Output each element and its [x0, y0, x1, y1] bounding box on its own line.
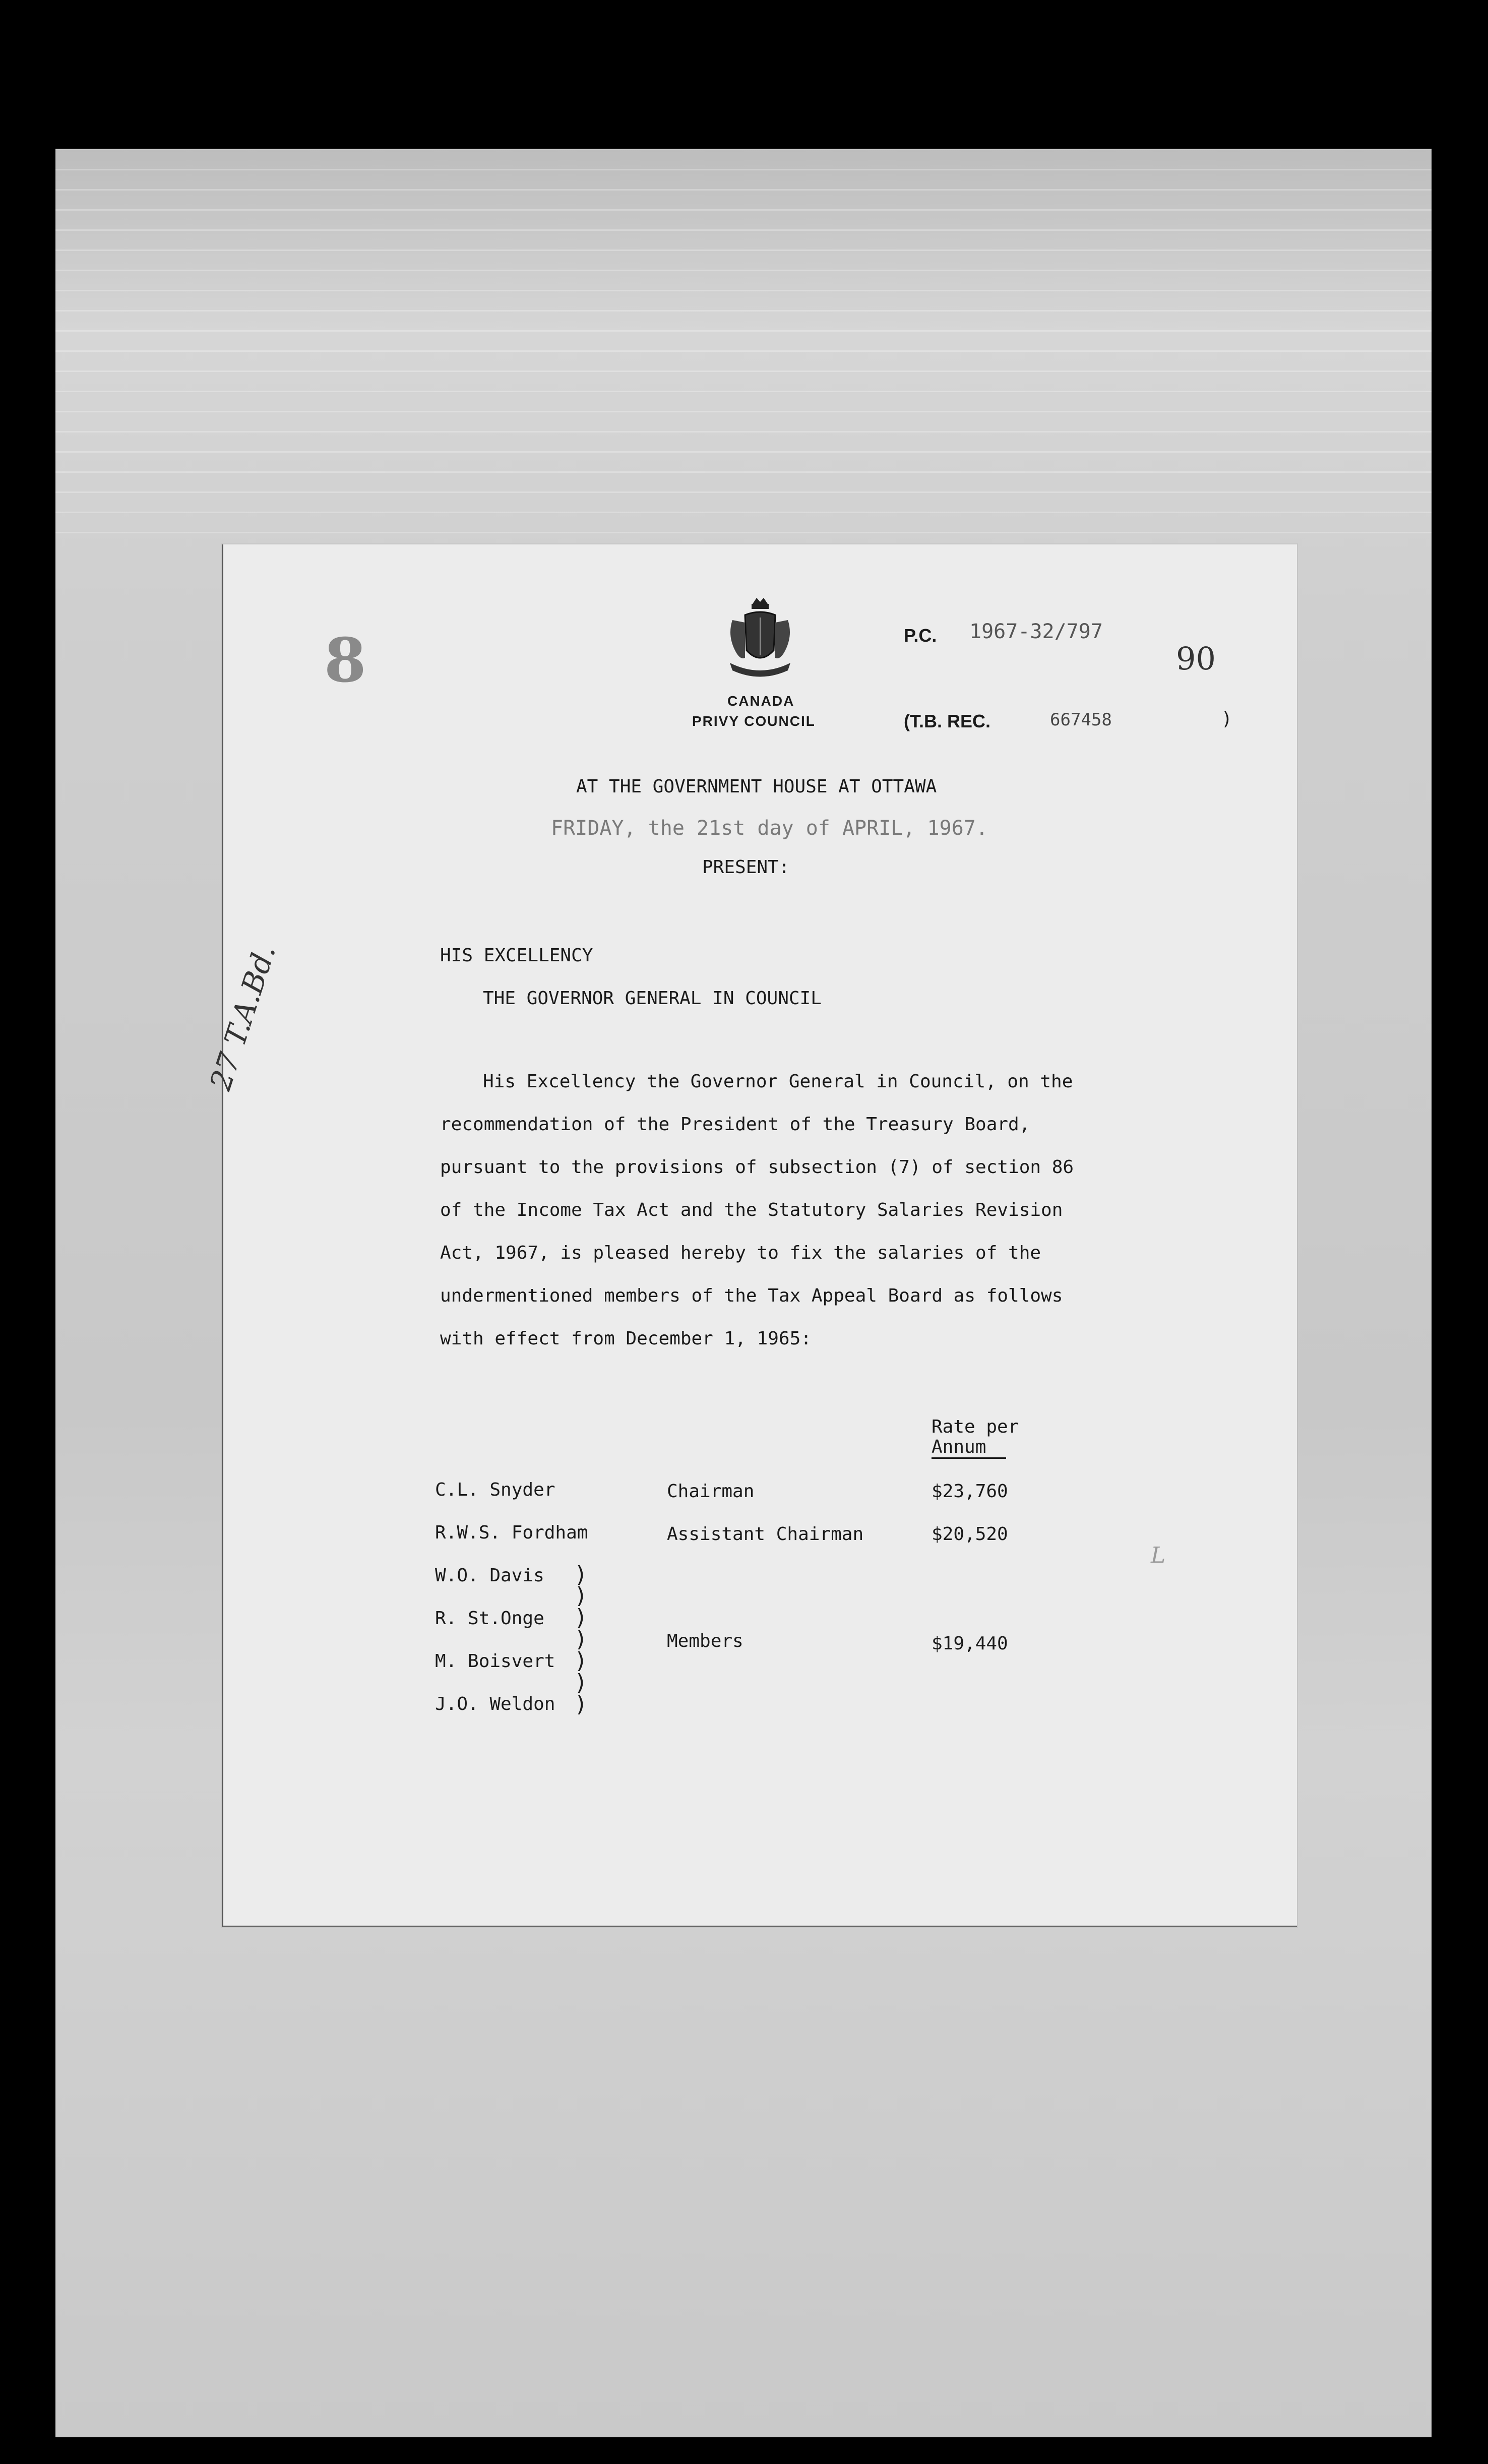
table-row-name: C.L. Snyder [435, 1480, 555, 1500]
coat-of-arms-icon [722, 595, 798, 683]
salutation-line-1: HIS EXCELLENCY [440, 945, 593, 966]
backing-texture [55, 149, 1432, 552]
rate-header-2: Annum [932, 1437, 1006, 1459]
members-position: Members [667, 1631, 743, 1651]
bracket-mark: ) [576, 1562, 585, 1587]
table-row-position: Chairman [667, 1481, 755, 1502]
member-name: R. St.Onge [435, 1608, 544, 1629]
table-row-position: Assistant Chairman [667, 1524, 864, 1545]
archival-stamp-number: 8 [324, 625, 366, 696]
tb-rec-close: ) [1221, 709, 1232, 729]
table-row-rate: $20,520 [932, 1524, 1008, 1545]
order-in-council-page [203, 544, 1297, 1927]
table-row-name: R.W.S. Fordham [435, 1522, 588, 1543]
tb-rec-number: 667458 [1050, 710, 1112, 730]
table-row-rate: $23,760 [932, 1481, 1008, 1502]
members-rate: $19,440 [932, 1633, 1008, 1654]
pc-number: 1967-32/797 [969, 620, 1103, 643]
body-line: pursuant to the provisions of subsection (7) of section 86 [440, 1157, 1074, 1178]
page-number: 90 [1176, 640, 1216, 677]
bracket-mark: ) [576, 1670, 585, 1695]
date-line: FRIDAY, the 21st day of APRIL, 1967. [551, 817, 988, 840]
bracket-mark: ) [576, 1648, 585, 1674]
member-name: W.O. Davis [435, 1565, 544, 1586]
salutation-line-2: THE GOVERNOR GENERAL IN COUNCIL [483, 988, 822, 1009]
tb-rec-label: (T.B. REC. [904, 711, 991, 731]
present-heading: PRESENT: [702, 857, 790, 878]
body-line: recommendation of the President of the Treasury Board, [440, 1114, 1030, 1135]
body-line: with effect from December 1, 1965: [440, 1328, 812, 1349]
member-name: M. Boisvert [435, 1651, 555, 1672]
pc-label: P.C. [904, 625, 937, 646]
body-line: His Excellency the Governor General in Council, on the [483, 1071, 1073, 1092]
bracket-mark: ) [576, 1626, 585, 1652]
bracket-mark: ) [576, 1583, 585, 1609]
body-line: Act, 1967, is pleased hereby to fix the salaries of the [440, 1243, 1041, 1263]
bracket-mark: ) [576, 1691, 585, 1717]
body-line: undermentioned members of the Tax Appeal Board as follows [440, 1285, 1063, 1306]
header-org-line-1: CANADA [727, 693, 795, 709]
bracket-mark: ) [576, 1605, 585, 1630]
pencil-margin-mark: L [1151, 1543, 1166, 1568]
place-line: AT THE GOVERNMENT HOUSE AT OTTAWA [576, 776, 937, 797]
body-line: of the Income Tax Act and the Statutory Salaries Revision [440, 1200, 1063, 1220]
rate-header-1: Rate per [932, 1416, 1019, 1437]
handwritten-margin-note: 27 T.A.Bd. [203, 940, 283, 1095]
member-name: J.O. Weldon [435, 1694, 555, 1714]
header-org-line-2: PRIVY COUNCIL [692, 713, 816, 729]
